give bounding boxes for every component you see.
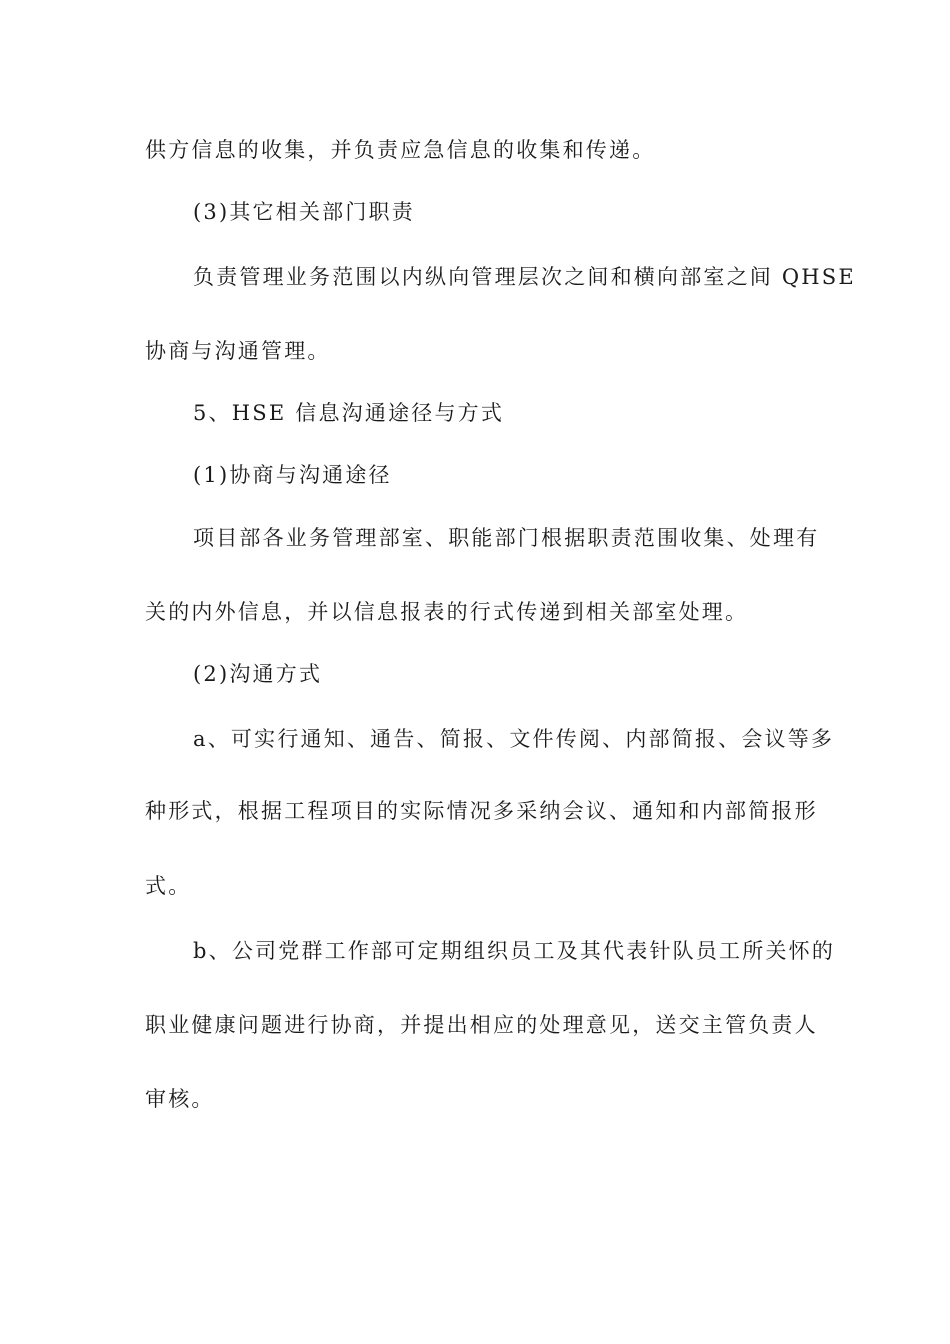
paragraph-line: 关的内外信息，并以信息报表的行式传递到相关部室处理。 bbox=[145, 600, 749, 624]
section-heading: (1)协商与沟通途径 bbox=[193, 463, 392, 487]
section-heading: (2)沟通方式 bbox=[193, 662, 323, 686]
paragraph-line: 项目部各业务管理部室、职能部门根据职责范围收集、处理有 bbox=[193, 526, 820, 550]
section-heading: 5、HSE 信息沟通途径与方式 bbox=[193, 401, 505, 425]
paragraph-line: b、公司党群工作部可定期组织员工及其代表针队员工所关怀的 bbox=[193, 939, 836, 963]
paragraph-line: a、可实行通知、通告、简报、文件传阅、内部简报、会议等多 bbox=[193, 727, 835, 751]
paragraph-line: 供方信息的收集，并负责应急信息的收集和传递。 bbox=[145, 138, 656, 162]
paragraph-line: 种形式，根据工程项目的实际情况多采纳会议、通知和内部简报形 bbox=[145, 799, 818, 823]
paragraph-line: 式。 bbox=[145, 874, 192, 898]
paragraph-line: 职业健康问题进行协商，并提出相应的处理意见，送交主管负责人 bbox=[145, 1013, 818, 1037]
paragraph-line: 审核。 bbox=[145, 1087, 215, 1111]
paragraph-line: 负责管理业务范围以内纵向管理层次之间和横向部室之间 QHSE bbox=[193, 265, 856, 289]
section-heading: (3)其它相关部门职责 bbox=[193, 200, 415, 224]
paragraph-line: 协商与沟通管理。 bbox=[145, 339, 331, 363]
